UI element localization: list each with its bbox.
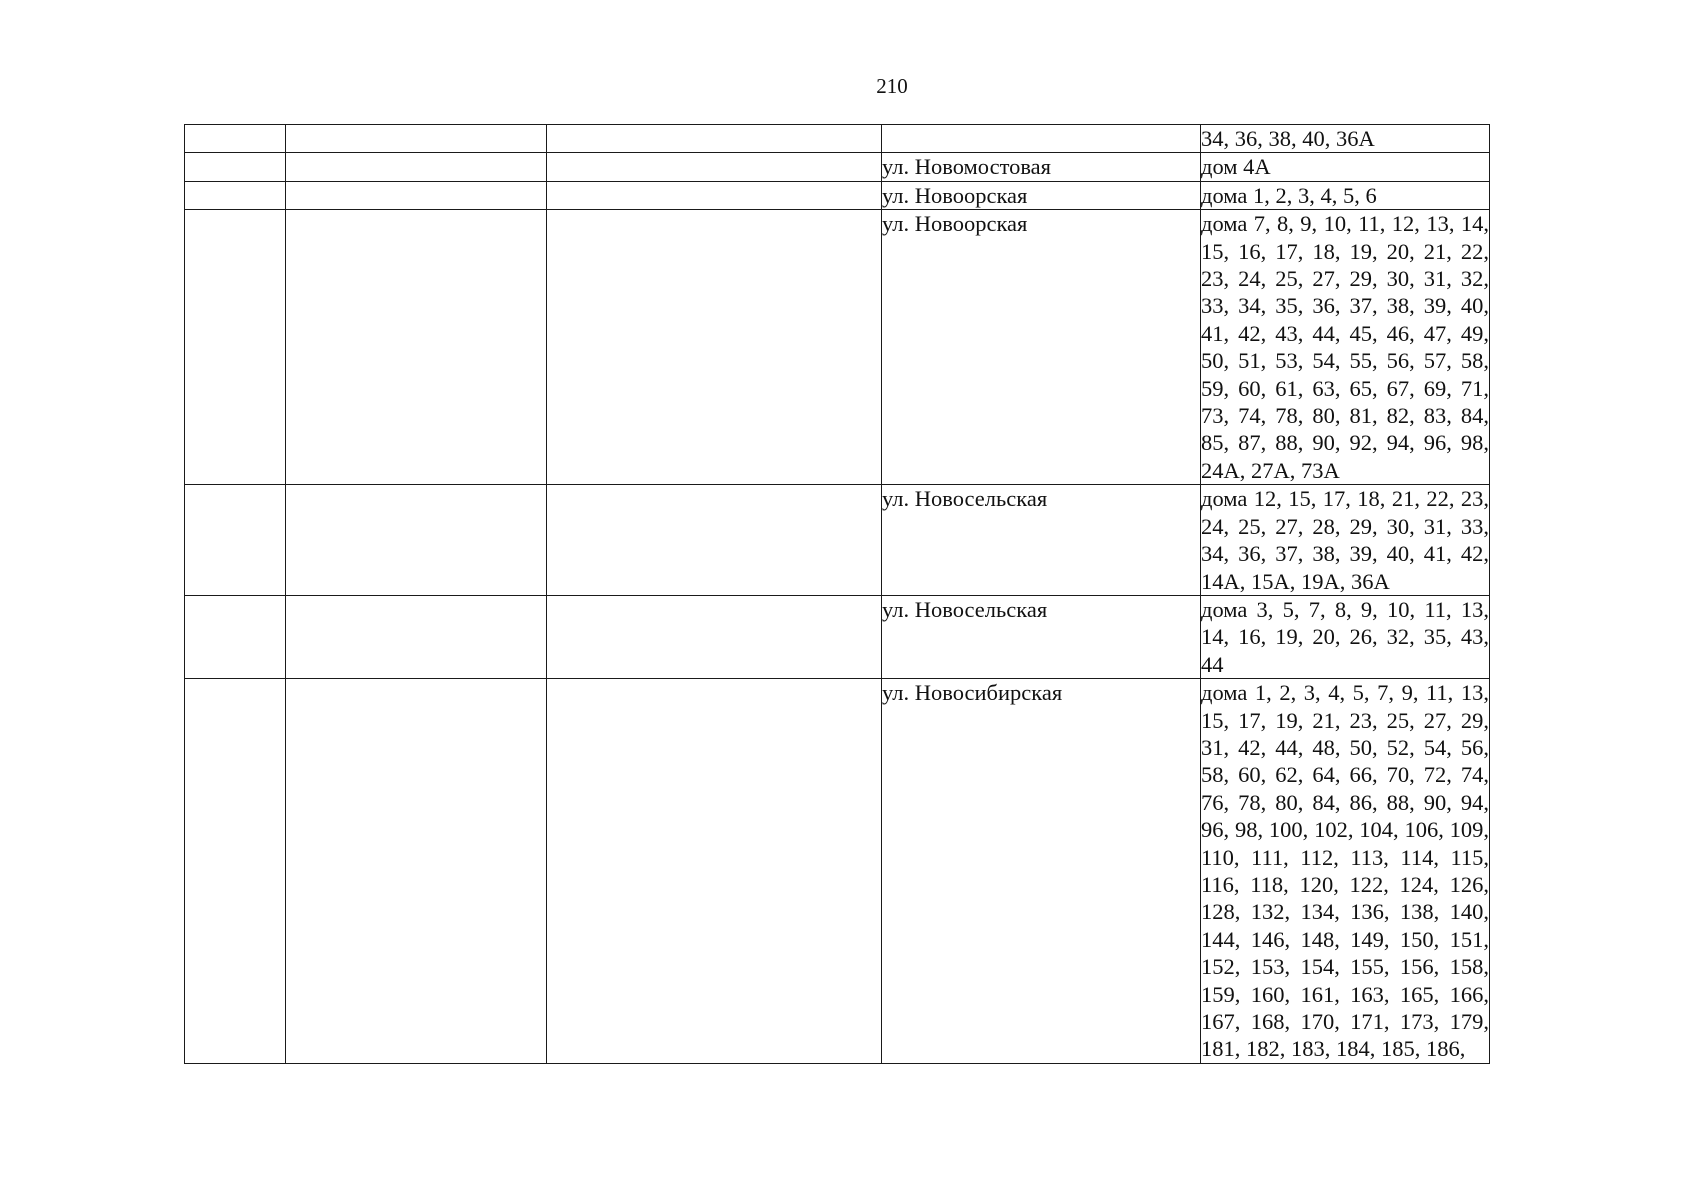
street-cell <box>882 125 1201 153</box>
table-row <box>185 210 1490 485</box>
cell-district <box>286 125 547 153</box>
street-cell: ул. Новоорская <box>882 210 1201 485</box>
address-table <box>184 124 1490 1064</box>
cell-district <box>286 181 547 209</box>
cell-institution <box>547 210 882 485</box>
cell-index <box>185 595 286 678</box>
table-row <box>185 595 1490 678</box>
houses-text: дома 1, 2, 3, 4, 5, 6 <box>1201 182 1377 208</box>
table-row <box>185 485 1490 596</box>
houses-cell <box>1201 210 1490 485</box>
street-cell: ул. Новосельская <box>882 485 1201 596</box>
houses-text: дома 1, 2, 3, 4, 5, 7, 9, 11, 13, 15, 17, 19, 21, 23, 25, 27, 29, 31, 42, 44, 48, 50, 52, 54, 56, 58, 60, 62, 64, 66, 70, 72, 74, 76, 78, 80, 84, 86, 88, 90, 94, 96, 98, 100, 102, 104, 106, 109, 110, 111, 112, 113, 114, 115, 116, 118, 120, 122, 124, 126, 128, 132, 134, 136, 138, 140, 144, 146, 148, 149, 150, 151, 152, 153, 154, 155, 156, 158, 159, 160, 161, 163, 165, 166, 167, 168, 170, 171, 173, 179, 181, 182, 183, 184, 185, 186, <box>1201 680 1489 1062</box>
table-row <box>185 153 1490 181</box>
cell-institution <box>547 595 882 678</box>
cell-institution <box>547 679 882 1064</box>
cell-district <box>286 679 547 1064</box>
houses-text: дома 3, 5, 7, 8, 9, 10, 11, 13, 14, 16, 19, 20, 26, 32, 35, 43, 44 <box>1201 596 1489 677</box>
houses-text: дома 7, 8, 9, 10, 11, 12, 13, 14, 15, 16, 17, 18, 19, 20, 21, 22, 23, 24, 25, 27, 29, 30, 31, 32, 33, 34, 35, 36, 37, 38, 39, 40, 41, 42, 43, 44, 45, 46, 47, 49, 50, 51, 53, 54, 55, 56, 57, 58, 59, 60, 61, 63, 65, 67, 69, 71, 73, 74, 78, 80, 81, 82, 83, 84, 85, 87, 88, 90, 92, 94, 96, 98, 24А, 27А, 73А <box>1201 211 1489 483</box>
cell-index <box>185 125 286 153</box>
houses-cell <box>1201 153 1490 181</box>
cell-district <box>286 153 547 181</box>
cell-index <box>185 485 286 596</box>
cell-index <box>185 210 286 485</box>
cell-index <box>185 181 286 209</box>
cell-district <box>286 595 547 678</box>
cell-index <box>185 153 286 181</box>
houses-cell <box>1201 679 1490 1064</box>
houses-cell <box>1201 181 1490 209</box>
street-cell: ул. Новосибирская <box>882 679 1201 1064</box>
houses-text: 34, 36, 38, 40, 36А <box>1201 126 1375 151</box>
cell-institution <box>547 485 882 596</box>
cell-district <box>286 485 547 596</box>
cell-institution <box>547 125 882 153</box>
street-cell: ул. Новомостовая <box>882 153 1201 181</box>
page-number: 210 <box>876 74 908 98</box>
street-cell: ул. Новоорская <box>882 181 1201 209</box>
table-row <box>185 181 1490 209</box>
houses-cell <box>1201 125 1490 153</box>
cell-institution <box>547 181 882 209</box>
cell-index <box>185 679 286 1064</box>
houses-text: дом 4А <box>1201 154 1271 180</box>
houses-cell <box>1201 485 1490 596</box>
houses-cell <box>1201 595 1490 678</box>
street-cell: ул. Новосельская <box>882 595 1201 678</box>
cell-district <box>286 210 547 485</box>
table-row <box>185 125 1490 153</box>
table-row <box>185 679 1490 1064</box>
houses-text: дома 12, 15, 17, 18, 21, 22, 23, 24, 25, 27, 28, 29, 30, 31, 33, 34, 36, 37, 38, 39, 40, 41, 42, 14А, 15А, 19А, 36А <box>1201 486 1489 594</box>
cell-institution <box>547 153 882 181</box>
